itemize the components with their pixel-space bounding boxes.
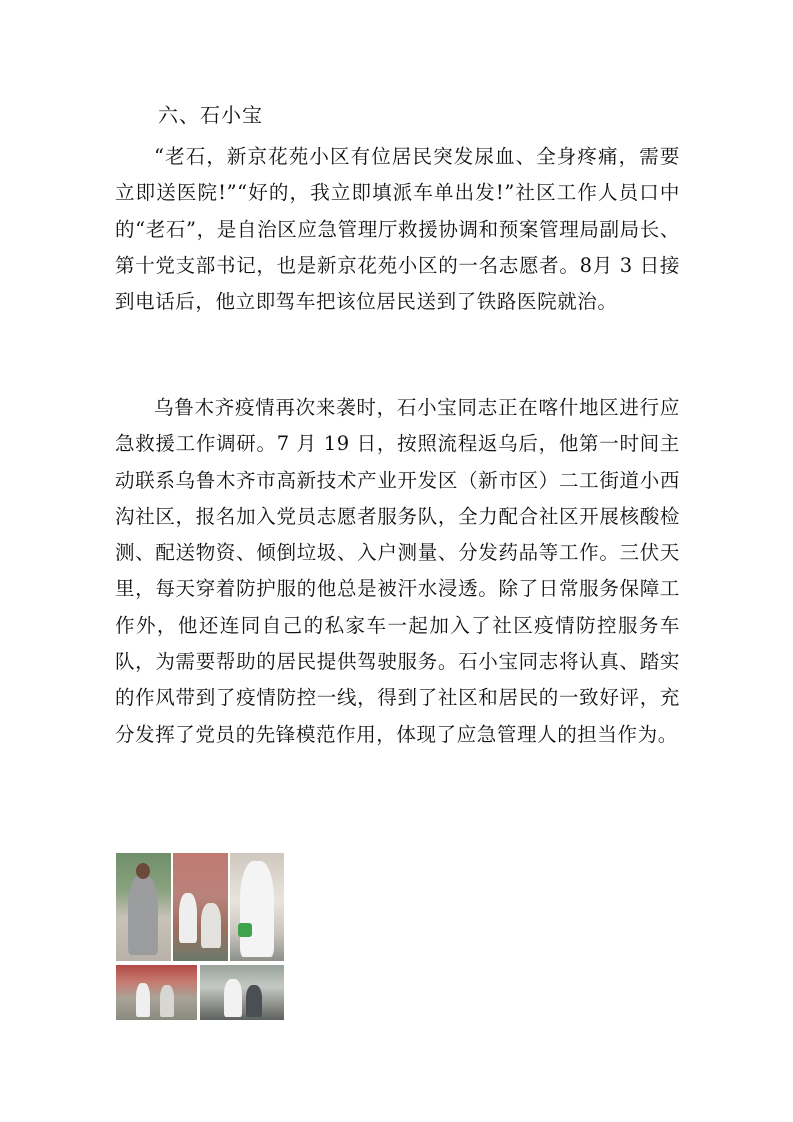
photo-protective-suit [230, 853, 284, 961]
paragraph-1: “老石，新京花苑小区有位居民突发尿血、全身疼痛，需要立即送医院!”“好的，我立即填派车单出发!”社区工作人员口中的“老石”，是自治区应急管理厅救援协调和预案管理局副局长、第十党支部书记，也是新京花苑小区的一名志愿者。8月 3 日接到电话后，他立即驾车把该位居民送到了铁路医院就治。 [115, 145, 680, 314]
photo-volunteer-back [116, 853, 171, 961]
paragraph-2: 乌鲁木齐疫情再次来袭时，石小宝同志正在喀什地区进行应急救援工作调研。7 月 19 日，按照流程返乌后，他第一时间主动联系乌鲁木齐市高新技术产业开发区（新市区）二工街道小西沟社区，报名加入党员志愿者服务队，全力配合社区开展核酸检测、配送物资、倾倒垃圾、入户测量、分发药品等工作。三伏天里，每天穿着防护服的他总是被汗水浸透。除了日常服务保障工作外，他还连同自己的私家车一起加入了社区疫情防控服务车队，为需要帮助的居民提供驾驶服务。石小宝同志将认真、踏实的作风带到了疫情防控一线，得到了社区和居民的一致好评，充分发挥了党员的先锋模范作用，体现了应急管理人的担当作为。 [115, 396, 680, 746]
photo-wheelchair-assist [200, 965, 284, 1020]
section-heading: 六、石小宝 [158, 103, 263, 127]
photo-residents-street [116, 965, 197, 1020]
photo-testing-tent [173, 853, 228, 961]
photo-collage [116, 853, 284, 1020]
